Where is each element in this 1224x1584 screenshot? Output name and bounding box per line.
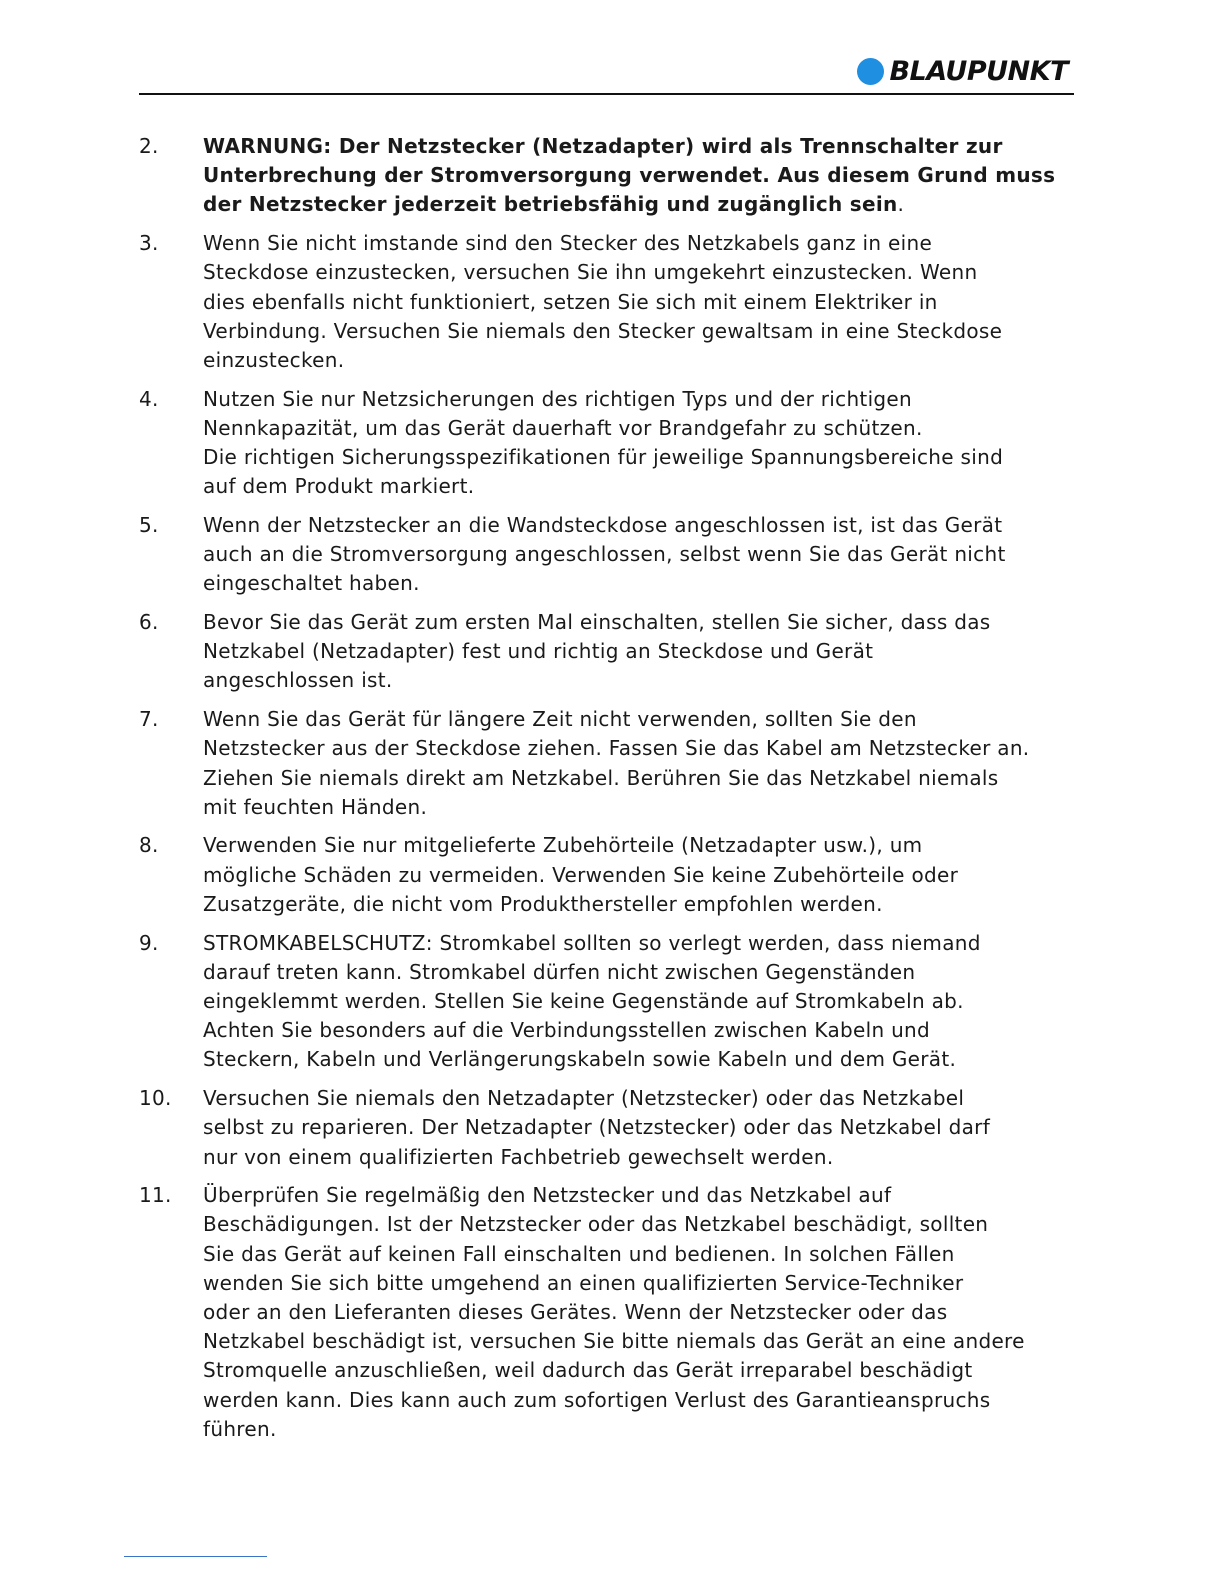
item-text-line [203, 1415, 1074, 1444]
item-text-content: eingeschaltet haben. [203, 571, 420, 596]
item-text-content: Netzstecker aus der Steckdose ziehen. Fassen Sie das Kabel am Netzstecker an. [203, 736, 1030, 761]
item-text-content: Ziehen Sie niemals direkt am Netzkabel. Berühren Sie das Netzkabel niemals [203, 765, 999, 790]
item-text-content: Wenn Sie das Gerät für längere Zeit nicht verwenden, sollten Sie den [203, 707, 917, 732]
item-text-line [203, 1210, 1074, 1239]
item-text-content: Achten Sie besonders auf die Verbindungsstellen zwischen Kabeln und [203, 1018, 931, 1043]
item-text-content: WARNUNG: Der Netzstecker (Netzadapter) wird als Trennschalter zur [203, 134, 1003, 158]
item-text-line [203, 734, 1074, 763]
item-text-line [203, 132, 1074, 161]
item-text-line [203, 511, 1074, 540]
item-text-content: mögliche Schäden zu vermeiden. Verwenden Sie keine Zubehörteile oder [203, 862, 959, 887]
item-text-line [203, 958, 1074, 987]
item-number: 8. [139, 833, 159, 858]
list-item [139, 511, 1074, 599]
item-text-line [203, 666, 1074, 695]
brand-logo [857, 56, 1068, 87]
item-text-content: Netzkabel beschädigt ist, versuchen Sie bitte niemals das Gerät an eine andere [203, 1329, 1025, 1354]
item-text-content: angeschlossen ist. [203, 668, 393, 693]
item-text-content: nur von einem qualifizierten Fachbetrieb gewechselt werden. [203, 1144, 834, 1169]
item-text-content: eingeklemmt werden. Stellen Sie keine Gegenstände auf Stromkabeln ab. [203, 988, 964, 1013]
item-text [203, 385, 1074, 502]
list-item [139, 1084, 1074, 1172]
item-text-content: Wenn der Netzstecker an die Wandsteckdose angeschlossen ist, ist das Gerät [203, 512, 1003, 537]
item-text-content: Versuchen Sie niemals den Netzadapter (Netzstecker) oder das Netzkabel [203, 1086, 965, 1111]
item-text-content: auf dem Produkt markiert. [203, 474, 475, 499]
list-item [139, 132, 1074, 220]
item-number: 5. [139, 512, 159, 537]
item-text-line [203, 987, 1074, 1016]
item-text-content: wenden Sie sich bitte umgehend an einen qualifizierten Service-Techniker [203, 1270, 964, 1295]
item-text [203, 511, 1074, 599]
item-text-line [203, 190, 1074, 219]
item-text-line [203, 890, 1074, 919]
item-text-content: darauf treten kann. Stromkabel dürfen nicht zwischen Gegenständen [203, 959, 916, 984]
item-text-line [203, 385, 1074, 414]
item-text-line [203, 1016, 1074, 1045]
list-item [139, 385, 1074, 502]
item-text-line [203, 414, 1074, 443]
item-text-line [203, 1084, 1074, 1113]
item-text-line [203, 1143, 1074, 1172]
item-text-line [203, 637, 1074, 666]
item-text-content: Überprüfen Sie regelmäßig den Netzstecker und das Netzkabel auf [203, 1183, 892, 1208]
item-text [203, 705, 1074, 822]
item-text-line [203, 161, 1074, 190]
item-text-content: der Netzstecker jederzeit betriebsfähig und zugänglich sein [203, 192, 898, 217]
safety-instructions-list [139, 132, 1074, 1454]
item-text [203, 132, 1074, 220]
item-number: 4. [139, 386, 159, 411]
page-header [139, 50, 1074, 96]
item-text-content: Zusatzgeräte, die nicht vom Produkthersteller empfohlen werden. [203, 891, 883, 916]
item-text-line [203, 1240, 1074, 1269]
item-text-content: Unterbrechung der Stromversorgung verwendet. Aus diesem Grund muss [203, 163, 1056, 188]
item-text [203, 831, 1074, 919]
list-item [139, 608, 1074, 696]
item-text-content: Steckern, Kabeln und Verlängerungskabeln sowie Kabeln und dem Gerät. [203, 1047, 957, 1072]
item-number: 2. [139, 134, 159, 158]
item-text-line [203, 1181, 1074, 1210]
item-number: 9. [139, 930, 159, 955]
item-text-line [203, 569, 1074, 598]
item-text-line [203, 1386, 1074, 1415]
item-text-line [203, 1045, 1074, 1074]
item-text [203, 929, 1074, 1075]
item-text-content: Beschädigungen. Ist der Netzstecker oder das Netzkabel beschädigt, sollten [203, 1212, 989, 1237]
item-number: 3. [139, 231, 159, 256]
item-text-content: Verbindung. Versuchen Sie niemals den Stecker gewaltsam in eine Steckdose [203, 318, 1003, 343]
list-item [139, 229, 1074, 375]
item-text-content: führen. [203, 1416, 277, 1441]
item-text-content: Nutzen Sie nur Netzsicherungen des richtigen Typs und der richtigen [203, 386, 913, 411]
item-text-content: Bevor Sie das Gerät zum ersten Mal einschalten, stellen Sie sicher, dass das [203, 610, 991, 635]
brand-name: BLAUPUNKT [889, 56, 1068, 87]
list-item [139, 705, 1074, 822]
item-text-content: einzustecken. [203, 347, 345, 372]
item-text-line [203, 346, 1074, 375]
item-text-line [203, 1113, 1074, 1142]
item-number: 6. [139, 610, 159, 635]
item-text-content: mit feuchten Händen. [203, 794, 428, 819]
item-text-line [203, 1356, 1074, 1385]
item-number: 10. [139, 1086, 172, 1111]
item-text-line [203, 229, 1074, 258]
item-text-content: oder an den Lieferanten dieses Gerätes. Wenn der Netzstecker oder das [203, 1300, 948, 1325]
item-number: 7. [139, 707, 159, 732]
item-text-content: Die richtigen Sicherungsspezifikationen für jeweilige Spannungsbereiche sind [203, 445, 1004, 470]
item-text-line [203, 317, 1074, 346]
item-text-content: Sie das Gerät auf keinen Fall einschalten und bedienen. In solchen Fällen [203, 1241, 955, 1266]
item-text-content: Wenn Sie nicht imstande sind den Stecker des Netzkabels ganz in eine [203, 231, 933, 256]
item-text-line [203, 705, 1074, 734]
item-text-content: dies ebenfalls nicht funktioniert, setzen Sie sich mit einem Elektriker in [203, 289, 938, 314]
item-text-tail: . [897, 192, 905, 217]
item-text-line [203, 831, 1074, 860]
list-item [139, 1181, 1074, 1444]
item-text-content: selbst zu reparieren. Der Netzadapter (Netzstecker) oder das Netzkabel darf [203, 1115, 991, 1140]
item-text-line [203, 764, 1074, 793]
item-text [203, 1181, 1074, 1444]
item-text-line [203, 608, 1074, 637]
item-text-content: auch an die Stromversorgung angeschlossen, selbst wenn Sie das Gerät nicht [203, 542, 1006, 567]
footer-divider [124, 1556, 267, 1557]
list-item [139, 831, 1074, 919]
item-text-content: Verwenden Sie nur mitgelieferte Zubehörteile (Netzadapter usw.), um [203, 833, 923, 858]
item-text-line [203, 258, 1074, 287]
item-text-line [203, 929, 1074, 958]
item-text [203, 608, 1074, 696]
brand-dot-icon [857, 58, 884, 85]
item-text-line [203, 1327, 1074, 1356]
item-text-line [203, 1269, 1074, 1298]
item-text-line [203, 443, 1074, 472]
item-text-content: Nennkapazität, um das Gerät dauerhaft vor Brandgefahr zu schützen. [203, 415, 923, 440]
list-item [139, 929, 1074, 1075]
item-text-content: Stromquelle anzuschließen, weil dadurch das Gerät irreparabel beschädigt [203, 1358, 973, 1383]
item-text-content: Steckdose einzustecken, versuchen Sie ihn umgekehrt einzustecken. Wenn [203, 260, 978, 285]
item-text [203, 229, 1074, 375]
header-divider [139, 93, 1074, 95]
item-text-content: werden kann. Dies kann auch zum sofortigen Verlust des Garantieanspruchs [203, 1387, 991, 1412]
item-text [203, 1084, 1074, 1172]
item-text-line [203, 1298, 1074, 1327]
item-text-line [203, 861, 1074, 890]
item-text-content: STROMKABELSCHUTZ: Stromkabel sollten so verlegt werden, dass niemand [203, 930, 981, 955]
item-text-line [203, 793, 1074, 822]
item-text-line [203, 288, 1074, 317]
item-number: 11. [139, 1183, 172, 1208]
item-text-content: Netzkabel (Netzadapter) fest und richtig an Steckdose und Gerät [203, 639, 874, 664]
item-text-line [203, 540, 1074, 569]
item-text-line [203, 472, 1074, 501]
